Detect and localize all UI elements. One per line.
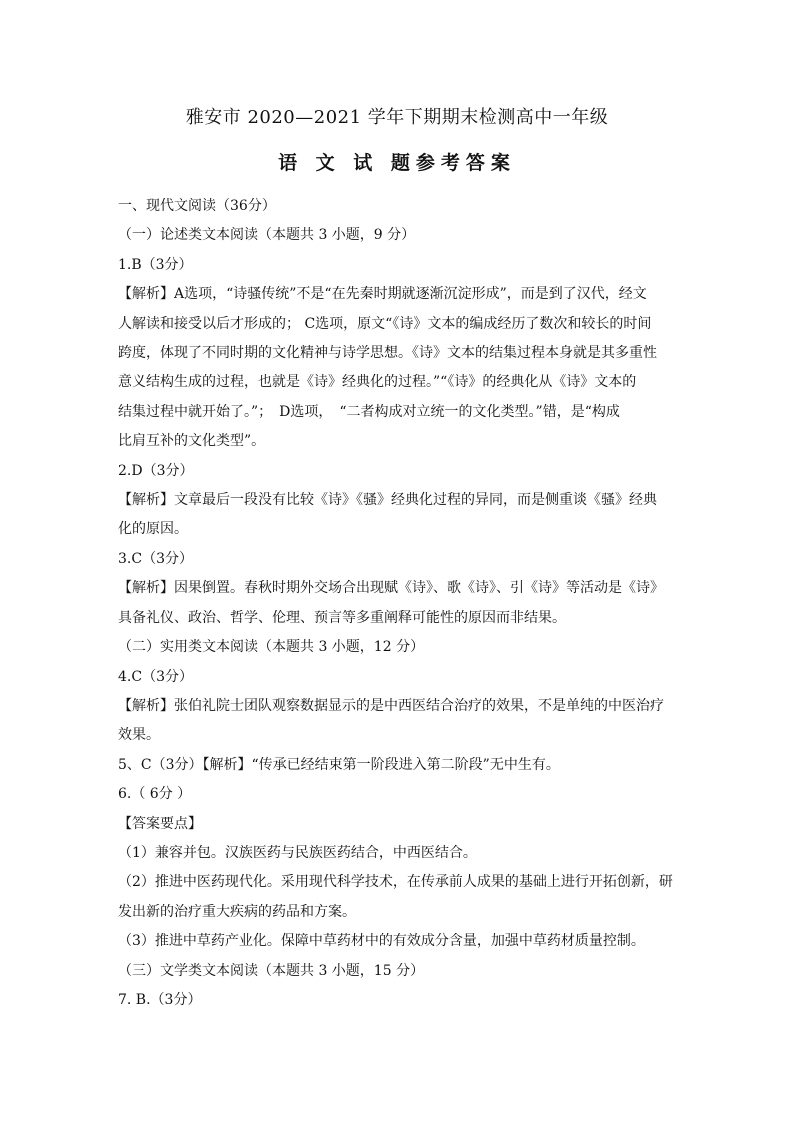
analysis-line: 跨度，体现了不同时期的文化精神与诗学思想。《诗》文本的结集过程本身就是其多重性 [118,345,657,362]
document-subtitle: 语 文 试 题参考答案 [278,152,516,174]
analysis-line: 【解析】张伯礼院士团队观察数据显示的是中西医结合治疗的效果，不是单纯的中医治疗 [118,697,664,714]
section-heading: 一、现代文阅读（36分） [118,198,276,214]
answer-point: （3）推进中草药产业化。保障中草药材中的有效成分含量，加强中草药材质量控制。 [118,933,645,950]
answer-key-heading: 【答案要点】 [118,815,202,832]
analysis-line: 人解读和接受以后才形成的； C选项，原文“《诗》文本的编成经历了数次和较长的时间 [118,315,652,332]
document-title: 雅安市 2020—2021 学年下期期末检测高中一年级 [185,107,609,128]
analysis-line: 【解析】A选项，“诗骚传统”不是“在先秦时期就逐渐沉淀形成”，而是到了汉代，经文 [118,286,647,303]
answer-line: 2.D（3分） [118,462,194,479]
analysis-line: 【解析】因果倒置。春秋时期外交场合出现赋《诗》、歌《诗》、引《诗》等活动是《诗》 [118,580,664,597]
answer-line: 4.C（3分） [118,668,193,685]
analysis-line: 比肩互补的文化类型”。 [118,433,266,450]
analysis-line: 化的原因。 [118,521,188,538]
answer-line: 3.C（3分） [118,550,193,567]
analysis-line: 具备礼仪、政治、哲学、伦理、预言等多重阐释可能性的原因而非结果。 [118,609,566,626]
subsection-heading: （二）实用类文本阅读（本题共 3 小题，12 分） [118,639,425,656]
analysis-line: 效果。 [118,727,160,744]
answer-point: （1）兼容并包。汉族医药与民族医药结合，中西医结合。 [118,844,477,861]
subsection-heading: （三）文学类文本阅读（本题共 3 小题，15 分） [118,962,425,979]
analysis-line: 结集过程中就开始了。”； D选项， “二者构成对立统一的文化类型。”错，是“构成 [118,403,620,420]
answer-point: 发出新的治疗重大疾病的药品和方案。 [118,903,356,920]
analysis-line: 意义结构生成的过程，也就是《诗》经典化的过程。”“《诗》的经典化从《诗》文本的 [118,374,637,391]
answer-line: 5、C（3分）【解析】“传承已经结束第一阶段进入第二阶段”无中生有。 [118,756,560,773]
answer-line: 1.B（3分） [118,256,193,273]
subsection-heading: （一）论述类文本阅读（本题共 3 小题，9 分） [118,227,416,244]
answer-line: 6.（ 6分 ） [118,786,192,803]
answer-point: （2）推进中医药现代化。采用现代科学技术，在传承前人成果的基础上进行开拓创新，研 [118,874,673,891]
analysis-line: 【解析】文章最后一段没有比较《诗》《骚》经典化过程的异同，而是侧重谈《骚》经典 [118,492,657,509]
answer-body [118,192,680,1015]
answer-line: 7. B.（3分） [118,991,202,1008]
